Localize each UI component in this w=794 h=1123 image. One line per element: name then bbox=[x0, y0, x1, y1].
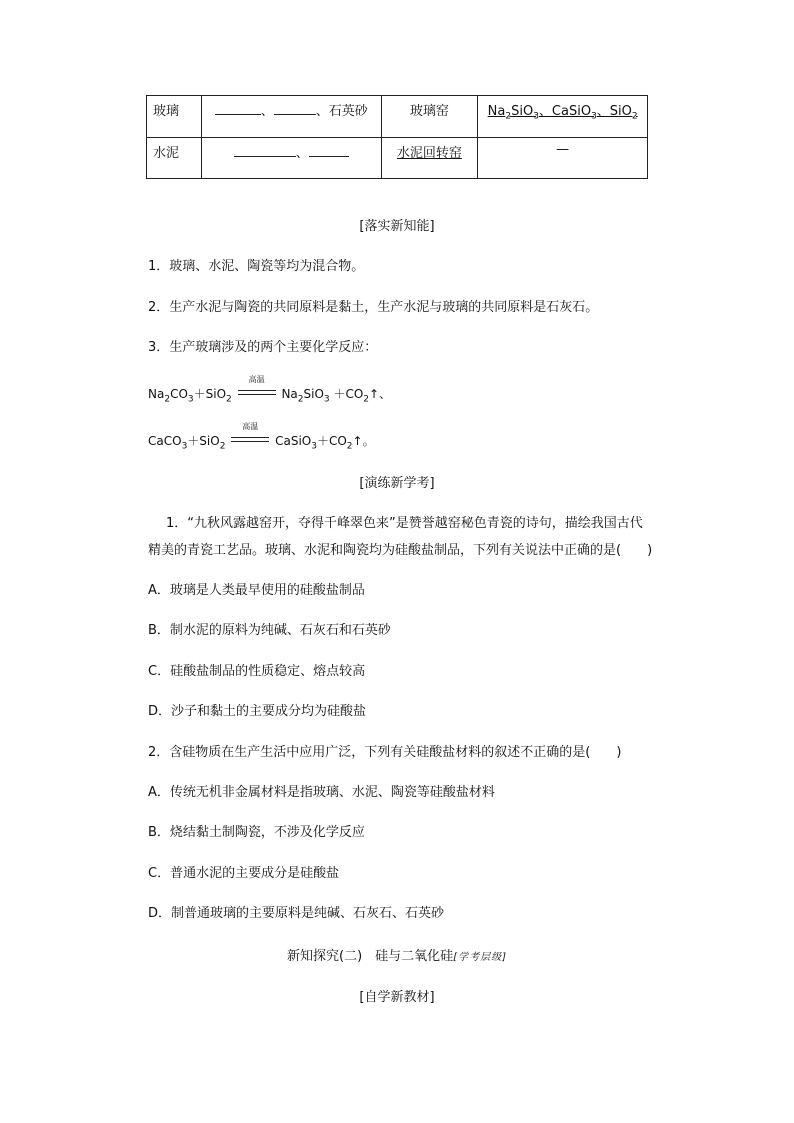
condition-label: 高温 bbox=[248, 375, 265, 384]
section-title-text: 新知探究(二) 硅与二氧化硅 bbox=[287, 949, 454, 964]
condition-label: 高温 bbox=[242, 422, 259, 431]
materials-table bbox=[146, 95, 648, 179]
table-cell-name: 水泥 bbox=[147, 138, 202, 179]
fill-blank bbox=[309, 144, 349, 157]
table-cell-composition: — bbox=[478, 138, 648, 179]
paragraph: 2．生产水泥与陶瓷的共同原料是黏土，生产水泥与玻璃的共同原料是石灰石。 bbox=[148, 300, 599, 315]
fill-blank bbox=[215, 102, 261, 115]
table-row bbox=[147, 96, 648, 138]
paragraph: 1．玻璃、水泥、陶瓷等均为混合物。 bbox=[148, 259, 365, 274]
table-cell-materials bbox=[201, 138, 381, 179]
question-stem: 1．“九秋风露越窑开，夺得千峰翠色来”是赞誉越窑秘色青瓷的诗句，描绘我国古代 bbox=[166, 516, 643, 531]
answer-option: C．硅酸盐制品的性质稳定、熔点较高 bbox=[148, 664, 366, 679]
table-cell-materials bbox=[201, 96, 381, 138]
table-cell-composition bbox=[478, 96, 648, 138]
separator-text: 、 bbox=[295, 146, 309, 161]
answer-option: D．沙子和黏土的主要成分均为硅酸盐 bbox=[148, 704, 367, 719]
answer-option: C．普通水泥的主要成分是硅酸盐 bbox=[148, 866, 340, 881]
section-heading: [演练新学考] bbox=[359, 476, 435, 491]
equipment-text: 水泥回转窑 bbox=[396, 146, 462, 161]
question-stem: 2．含硅物质在生产生活中应用广泛，下列有关硅酸盐材料的叙述不正确的是( ) bbox=[148, 745, 622, 760]
equation-products: $CaSiO_3+CO_2↑$。 bbox=[275, 434, 375, 452]
level-label: [学考层级] bbox=[453, 952, 507, 963]
table-cell-equipment: 玻璃窑 bbox=[381, 96, 478, 138]
paragraph: 3．生产玻璃涉及的两个主要化学反应： bbox=[148, 340, 378, 355]
equals-bar bbox=[231, 437, 269, 442]
equation-reactants: $Na_2CO_3+SiO_2$ bbox=[148, 387, 232, 405]
composition-formula: $Na_2SiO_3$、CaSiO$_3$、SiO$_2$ bbox=[487, 104, 638, 122]
answer-option: A．玻璃是人类最早使用的硅酸盐制品 bbox=[148, 583, 365, 598]
table-row bbox=[147, 138, 648, 179]
section-title bbox=[0, 948, 794, 967]
answer-option: B．烧结黏土制陶瓷，不涉及化学反应 bbox=[148, 825, 365, 840]
separator-text: 、 bbox=[260, 104, 274, 119]
answer-option: B．制水泥的原料为纯碱、石灰石和石英砂 bbox=[148, 623, 391, 638]
table-cell-name: 玻璃 bbox=[147, 96, 202, 138]
fill-blank bbox=[234, 144, 296, 157]
question-stem: 精美的青瓷工艺品。玻璃、水泥和陶瓷均为硅酸盐制品，下列有关说法中正确的是( ) bbox=[148, 543, 653, 558]
section-heading: [落实新知能] bbox=[359, 219, 435, 234]
reaction-condition bbox=[238, 375, 276, 398]
chemical-equation bbox=[148, 375, 392, 405]
table-cell-equipment bbox=[381, 138, 478, 179]
answer-option: A．传统无机非金属材料是指玻璃、水泥、陶瓷等硅酸盐材料 bbox=[148, 785, 495, 800]
equals-bar bbox=[238, 390, 276, 395]
chemical-equation bbox=[148, 422, 375, 452]
answer-option: D．制普通玻璃的主要原料是纯碱、石灰石、石英砂 bbox=[148, 906, 445, 921]
equation-reactants: CaCO$_3$＋SiO$_2$ bbox=[148, 434, 226, 452]
section-heading: [自学新教材] bbox=[359, 990, 435, 1005]
fill-blank bbox=[274, 102, 316, 115]
equation-products: $Na_2SiO_3$ $+CO_2↑$、 bbox=[281, 387, 392, 405]
materials-suffix: 、石英砂 bbox=[315, 104, 368, 119]
reaction-condition bbox=[231, 422, 269, 445]
